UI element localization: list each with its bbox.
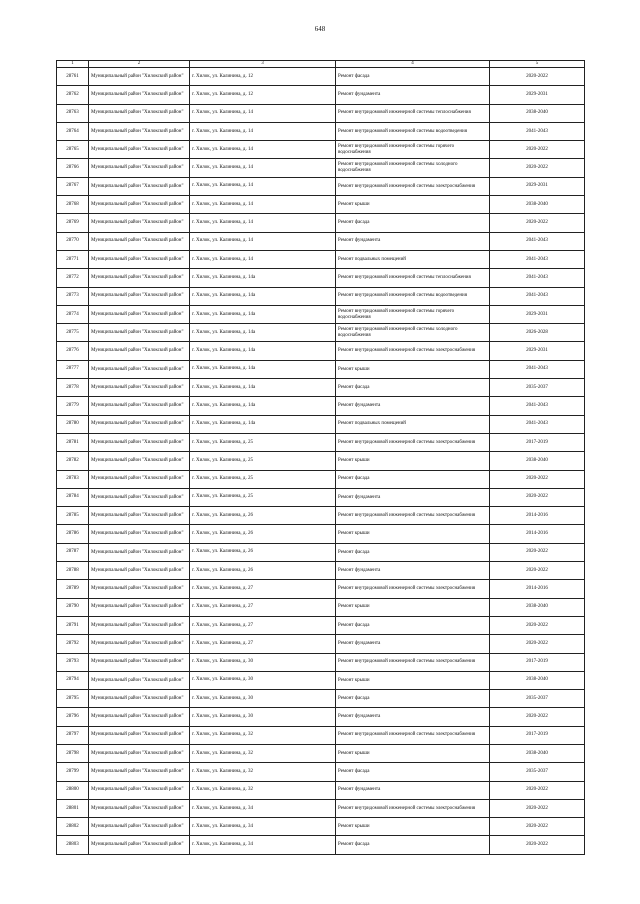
row-number-cell: 28793 xyxy=(57,653,89,671)
table-row xyxy=(57,744,585,762)
work-type-cell: Ремонт фасада xyxy=(336,690,490,708)
district-cell: Муниципальный район "Хилокский район" xyxy=(89,324,190,342)
work-type-cell: Ремонт крыши xyxy=(336,360,490,378)
district-cell: Муниципальный район "Хилокский район" xyxy=(89,159,190,177)
row-number-cell: 28774 xyxy=(57,305,89,323)
district-cell: Муниципальный район "Хилокский район" xyxy=(89,726,190,744)
table-row xyxy=(57,690,585,708)
period-cell: 2038-2040 xyxy=(490,744,585,762)
address-cell: г. Хилок, ул. Калинина, д. 12 xyxy=(190,86,336,104)
row-number-cell: 28764 xyxy=(57,122,89,140)
row-number-cell: 28765 xyxy=(57,141,89,159)
address-cell: г. Хилок, ул. Калинина, д. 14 xyxy=(190,232,336,250)
address-cell: г. Хилок, ул. Калинина, д. 34 xyxy=(190,818,336,836)
address-cell: г. Хилок, ул. Калинина, д. 25 xyxy=(190,488,336,506)
work-type-cell: Ремонт фасада xyxy=(336,616,490,634)
header-cell-5: 5 xyxy=(490,61,585,68)
row-number-cell: 28782 xyxy=(57,452,89,470)
district-cell: Муниципальный район "Хилокский район" xyxy=(89,543,190,561)
address-cell: г. Хилок, ул. Калинина, д. 14а xyxy=(190,324,336,342)
table-row xyxy=(57,269,585,287)
row-number-cell: 28786 xyxy=(57,525,89,543)
period-cell: 2029-2031 xyxy=(490,86,585,104)
district-cell: Муниципальный район "Хилокский район" xyxy=(89,379,190,397)
row-number-cell: 28802 xyxy=(57,818,89,836)
address-cell: г. Хилок, ул. Калинина, д. 12 xyxy=(190,68,336,86)
district-cell: Муниципальный район "Хилокский район" xyxy=(89,690,190,708)
header-cell-3: 3 xyxy=(190,61,336,68)
period-cell: 2026-2028 xyxy=(490,324,585,342)
district-cell: Муниципальный район "Хилокский район" xyxy=(89,452,190,470)
row-number-cell: 28780 xyxy=(57,415,89,433)
row-number-cell: 28776 xyxy=(57,342,89,360)
table-row xyxy=(57,360,585,378)
district-cell: Муниципальный район "Хилокский район" xyxy=(89,635,190,653)
table-row xyxy=(57,488,585,506)
work-type-cell: Ремонт крыши xyxy=(336,452,490,470)
address-cell: г. Хилок, ул. Калинина, д. 14 xyxy=(190,141,336,159)
table-row xyxy=(57,671,585,689)
work-type-cell: Ремонт фундамента xyxy=(336,635,490,653)
address-cell: г. Хилок, ул. Калинина, д. 14а xyxy=(190,397,336,415)
table-row xyxy=(57,543,585,561)
table-row xyxy=(57,507,585,525)
row-number-cell: 28797 xyxy=(57,726,89,744)
work-type-cell: Ремонт внутридомовой инженерной системы электроснабжения xyxy=(336,177,490,195)
work-type-cell: Ремонт фасада xyxy=(336,379,490,397)
table-row xyxy=(57,86,585,104)
work-type-cell: Ремонт внутридомовой инженерной системы электроснабжения xyxy=(336,799,490,817)
district-cell: Муниципальный район "Хилокский район" xyxy=(89,598,190,616)
district-cell: Муниципальный район "Хилокский район" xyxy=(89,141,190,159)
table-row xyxy=(57,397,585,415)
row-number-cell: 28785 xyxy=(57,507,89,525)
period-cell: 2020-2022 xyxy=(490,781,585,799)
address-cell: г. Хилок, ул. Калинина, д. 14 xyxy=(190,104,336,122)
work-type-cell: Ремонт внутридомовой инженерной системы электроснабжения xyxy=(336,433,490,451)
table-row xyxy=(57,635,585,653)
period-cell: 2020-2022 xyxy=(490,470,585,488)
address-cell: г. Хилок, ул. Калинина, д. 14 xyxy=(190,214,336,232)
column-number-header xyxy=(57,61,585,68)
district-cell: Муниципальный район "Хилокский район" xyxy=(89,763,190,781)
period-cell: 2029-2031 xyxy=(490,177,585,195)
district-cell: Муниципальный район "Хилокский район" xyxy=(89,122,190,140)
work-type-cell: Ремонт фасада xyxy=(336,470,490,488)
work-type-cell: Ремонт внутридомовой инженерной системы холодного водоснабжения xyxy=(336,159,490,177)
district-cell: Муниципальный район "Хилокский район" xyxy=(89,525,190,543)
row-number-cell: 28761 xyxy=(57,68,89,86)
table-row xyxy=(57,159,585,177)
address-cell: г. Хилок, ул. Калинина, д. 34 xyxy=(190,836,336,854)
address-cell: г. Хилок, ул. Калинина, д. 25 xyxy=(190,452,336,470)
table-row xyxy=(57,104,585,122)
address-cell: г. Хилок, ул. Калинина, д. 34 xyxy=(190,799,336,817)
row-number-cell: 28796 xyxy=(57,708,89,726)
district-cell: Муниципальный район "Хилокский район" xyxy=(89,232,190,250)
period-cell: 2020-2022 xyxy=(490,818,585,836)
work-type-cell: Ремонт внутридомовой инженерной системы горячего водоснабжения xyxy=(336,305,490,323)
table-row xyxy=(57,324,585,342)
period-cell: 2017-2019 xyxy=(490,433,585,451)
period-cell: 2038-2040 xyxy=(490,196,585,214)
district-cell: Муниципальный район "Хилокский район" xyxy=(89,580,190,598)
work-type-cell: Ремонт фасада xyxy=(336,543,490,561)
row-number-cell: 28781 xyxy=(57,433,89,451)
header-cell-2: 2 xyxy=(89,61,190,68)
table-row xyxy=(57,525,585,543)
address-cell: г. Хилок, ул. Калинина, д. 26 xyxy=(190,543,336,561)
address-cell: г. Хилок, ул. Калинина, д. 30 xyxy=(190,708,336,726)
work-type-cell: Ремонт крыши xyxy=(336,744,490,762)
table-row xyxy=(57,214,585,232)
address-cell: г. Хилок, ул. Калинина, д. 14 xyxy=(190,177,336,195)
address-cell: г. Хилок, ул. Калинина, д. 32 xyxy=(190,726,336,744)
district-cell: Муниципальный район "Хилокский район" xyxy=(89,86,190,104)
table-row xyxy=(57,616,585,634)
work-type-cell: Ремонт внутридомовой инженерной системы горячего водоснабжения xyxy=(336,141,490,159)
work-type-cell: Ремонт фундамента xyxy=(336,781,490,799)
district-cell: Муниципальный район "Хилокский район" xyxy=(89,287,190,305)
row-number-cell: 28770 xyxy=(57,232,89,250)
row-number-cell: 28779 xyxy=(57,397,89,415)
period-cell: 2041-2043 xyxy=(490,250,585,268)
district-cell: Муниципальный район "Хилокский район" xyxy=(89,708,190,726)
table-row xyxy=(57,415,585,433)
row-number-cell: 28787 xyxy=(57,543,89,561)
district-cell: Муниципальный район "Хилокский район" xyxy=(89,214,190,232)
table-row xyxy=(57,433,585,451)
table-row xyxy=(57,177,585,195)
address-cell: г. Хилок, ул. Калинина, д. 26 xyxy=(190,507,336,525)
period-cell: 2035-2037 xyxy=(490,763,585,781)
table-row xyxy=(57,836,585,854)
work-type-cell: Ремонт фундамента xyxy=(336,562,490,580)
address-cell: г. Хилок, ул. Калинина, д. 14а xyxy=(190,360,336,378)
work-type-cell: Ремонт внутридомовой инженерной системы водоотведения xyxy=(336,287,490,305)
row-number-cell: 28798 xyxy=(57,744,89,762)
table-body xyxy=(57,61,585,855)
row-number-cell: 28784 xyxy=(57,488,89,506)
period-cell: 2020-2022 xyxy=(490,836,585,854)
work-type-cell: Ремонт фундамента xyxy=(336,232,490,250)
row-number-cell: 28803 xyxy=(57,836,89,854)
work-type-cell: Ремонт внутридомовой инженерной системы электроснабжения xyxy=(336,726,490,744)
address-cell: г. Хилок, ул. Калинина, д. 14а xyxy=(190,287,336,305)
table-row xyxy=(57,141,585,159)
period-cell: 2035-2037 xyxy=(490,690,585,708)
address-cell: г. Хилок, ул. Калинина, д. 25 xyxy=(190,433,336,451)
work-type-cell: Ремонт фасада xyxy=(336,763,490,781)
period-cell: 2041-2043 xyxy=(490,232,585,250)
work-type-cell: Ремонт внутридомовой инженерной системы теплоснабжения xyxy=(336,269,490,287)
address-cell: г. Хилок, ул. Калинина, д. 14а xyxy=(190,342,336,360)
work-type-cell: Ремонт крыши xyxy=(336,598,490,616)
table-row xyxy=(57,763,585,781)
district-cell: Муниципальный район "Хилокский район" xyxy=(89,68,190,86)
table-row xyxy=(57,342,585,360)
period-cell: 2017-2019 xyxy=(490,726,585,744)
address-cell: г. Хилок, ул. Калинина, д. 14а xyxy=(190,415,336,433)
row-number-cell: 28791 xyxy=(57,616,89,634)
row-number-cell: 28766 xyxy=(57,159,89,177)
row-number-cell: 28777 xyxy=(57,360,89,378)
table-row xyxy=(57,287,585,305)
period-cell: 2020-2022 xyxy=(490,635,585,653)
period-cell: 2029-2031 xyxy=(490,342,585,360)
period-cell: 2041-2043 xyxy=(490,397,585,415)
address-cell: г. Хилок, ул. Калинина, д. 14 xyxy=(190,250,336,268)
table-row xyxy=(57,653,585,671)
table-row xyxy=(57,68,585,86)
district-cell: Муниципальный район "Хилокский район" xyxy=(89,177,190,195)
district-cell: Муниципальный район "Хилокский район" xyxy=(89,470,190,488)
work-type-cell: Ремонт фундамента xyxy=(336,488,490,506)
period-cell: 2041-2043 xyxy=(490,122,585,140)
period-cell: 2038-2040 xyxy=(490,104,585,122)
address-cell: г. Хилок, ул. Калинина, д. 32 xyxy=(190,763,336,781)
row-number-cell: 28768 xyxy=(57,196,89,214)
district-cell: Муниципальный район "Хилокский район" xyxy=(89,836,190,854)
header-cell-1: 1 xyxy=(57,61,89,68)
period-cell: 2035-2037 xyxy=(490,379,585,397)
table-row xyxy=(57,562,585,580)
district-cell: Муниципальный район "Хилокский район" xyxy=(89,196,190,214)
table-row xyxy=(57,818,585,836)
row-number-cell: 28795 xyxy=(57,690,89,708)
table-row xyxy=(57,196,585,214)
repair-schedule-table xyxy=(56,60,585,855)
table-row xyxy=(57,232,585,250)
period-cell: 2038-2040 xyxy=(490,671,585,689)
work-type-cell: Ремонт фундамента xyxy=(336,86,490,104)
address-cell: г. Хилок, ул. Калинина, д. 32 xyxy=(190,744,336,762)
address-cell: г. Хилок, ул. Калинина, д. 27 xyxy=(190,598,336,616)
work-type-cell: Ремонт фасада xyxy=(336,836,490,854)
work-type-cell: Ремонт внутридомовой инженерной системы холодного водоснабжения xyxy=(336,324,490,342)
row-number-cell: 28801 xyxy=(57,799,89,817)
row-number-cell: 28775 xyxy=(57,324,89,342)
district-cell: Муниципальный район "Хилокский район" xyxy=(89,781,190,799)
row-number-cell: 28772 xyxy=(57,269,89,287)
district-cell: Муниципальный район "Хилокский район" xyxy=(89,671,190,689)
period-cell: 2014-2016 xyxy=(490,525,585,543)
period-cell: 2020-2022 xyxy=(490,488,585,506)
table-row xyxy=(57,250,585,268)
table-row xyxy=(57,305,585,323)
period-cell: 2020-2022 xyxy=(490,616,585,634)
address-cell: г. Хилок, ул. Калинина, д. 25 xyxy=(190,470,336,488)
work-type-cell: Ремонт внутридомовой инженерной системы электроснабжения xyxy=(336,580,490,598)
period-cell: 2020-2022 xyxy=(490,562,585,580)
period-cell: 2020-2022 xyxy=(490,708,585,726)
district-cell: Муниципальный район "Хилокский район" xyxy=(89,562,190,580)
work-type-cell: Ремонт крыши xyxy=(336,818,490,836)
row-number-cell: 28800 xyxy=(57,781,89,799)
period-cell: 2017-2019 xyxy=(490,653,585,671)
row-number-cell: 28789 xyxy=(57,580,89,598)
period-cell: 2041-2043 xyxy=(490,269,585,287)
work-type-cell: Ремонт крыши xyxy=(336,671,490,689)
row-number-cell: 28794 xyxy=(57,671,89,689)
work-type-cell: Ремонт фундамента xyxy=(336,708,490,726)
work-type-cell: Ремонт фасада xyxy=(336,214,490,232)
period-cell: 2020-2022 xyxy=(490,141,585,159)
district-cell: Муниципальный район "Хилокский район" xyxy=(89,360,190,378)
address-cell: г. Хилок, ул. Калинина, д. 26 xyxy=(190,525,336,543)
period-cell: 2041-2043 xyxy=(490,415,585,433)
address-cell: г. Хилок, ул. Калинина, д. 27 xyxy=(190,580,336,598)
district-cell: Муниципальный район "Хилокский район" xyxy=(89,653,190,671)
work-type-cell: Ремонт крыши xyxy=(336,196,490,214)
period-cell: 2029-2031 xyxy=(490,305,585,323)
work-type-cell: Ремонт подвальных помещений xyxy=(336,250,490,268)
period-cell: 2020-2022 xyxy=(490,68,585,86)
work-type-cell: Ремонт внутридомовой инженерной системы электроснабжения xyxy=(336,507,490,525)
page-number: 648 xyxy=(314,25,326,33)
period-cell: 2038-2040 xyxy=(490,452,585,470)
table-row xyxy=(57,470,585,488)
table-row xyxy=(57,598,585,616)
work-type-cell: Ремонт крыши xyxy=(336,525,490,543)
row-number-cell: 28783 xyxy=(57,470,89,488)
district-cell: Муниципальный район "Хилокский район" xyxy=(89,507,190,525)
period-cell: 2020-2022 xyxy=(490,214,585,232)
table-row xyxy=(57,799,585,817)
district-cell: Муниципальный район "Хилокский район" xyxy=(89,305,190,323)
row-number-cell: 28769 xyxy=(57,214,89,232)
period-cell: 2020-2022 xyxy=(490,799,585,817)
address-cell: г. Хилок, ул. Калинина, д. 14а xyxy=(190,379,336,397)
district-cell: Муниципальный район "Хилокский район" xyxy=(89,818,190,836)
address-cell: г. Хилок, ул. Калинина, д. 27 xyxy=(190,635,336,653)
work-type-cell: Ремонт внутридомовой инженерной системы водоотведения xyxy=(336,122,490,140)
work-type-cell: Ремонт фундамента xyxy=(336,397,490,415)
district-cell: Муниципальный район "Хилокский район" xyxy=(89,488,190,506)
row-number-cell: 28790 xyxy=(57,598,89,616)
district-cell: Муниципальный район "Хилокский район" xyxy=(89,250,190,268)
work-type-cell: Ремонт внутридомовой инженерной системы электроснабжения xyxy=(336,653,490,671)
table-row xyxy=(57,452,585,470)
row-number-cell: 28778 xyxy=(57,379,89,397)
row-number-cell: 28799 xyxy=(57,763,89,781)
district-cell: Муниципальный район "Хилокский район" xyxy=(89,269,190,287)
address-cell: г. Хилок, ул. Калинина, д. 14 xyxy=(190,122,336,140)
work-type-cell: Ремонт внутридомовой инженерной системы теплоснабжения xyxy=(336,104,490,122)
address-cell: г. Хилок, ул. Калинина, д. 32 xyxy=(190,781,336,799)
row-number-cell: 28763 xyxy=(57,104,89,122)
work-type-cell: Ремонт фасада xyxy=(336,68,490,86)
district-cell: Муниципальный район "Хилокский район" xyxy=(89,799,190,817)
row-number-cell: 28767 xyxy=(57,177,89,195)
period-cell: 2020-2022 xyxy=(490,543,585,561)
row-number-cell: 28771 xyxy=(57,250,89,268)
table-row xyxy=(57,122,585,140)
address-cell: г. Хилок, ул. Калинина, д. 30 xyxy=(190,653,336,671)
address-cell: г. Хилок, ул. Калинина, д. 14а xyxy=(190,305,336,323)
address-cell: г. Хилок, ул. Калинина, д. 14а xyxy=(190,269,336,287)
district-cell: Муниципальный район "Хилокский район" xyxy=(89,744,190,762)
address-cell: г. Хилок, ул. Калинина, д. 26 xyxy=(190,562,336,580)
district-cell: Муниципальный район "Хилокский район" xyxy=(89,415,190,433)
work-type-cell: Ремонт подвальных помещений xyxy=(336,415,490,433)
table-row xyxy=(57,580,585,598)
period-cell: 2041-2043 xyxy=(490,287,585,305)
address-cell: г. Хилок, ул. Калинина, д. 27 xyxy=(190,616,336,634)
district-cell: Муниципальный район "Хилокский район" xyxy=(89,433,190,451)
district-cell: Муниципальный район "Хилокский район" xyxy=(89,342,190,360)
table-row xyxy=(57,708,585,726)
header-cell-4: 4 xyxy=(336,61,490,68)
period-cell: 2041-2043 xyxy=(490,360,585,378)
address-cell: г. Хилок, ул. Калинина, д. 14 xyxy=(190,196,336,214)
address-cell: г. Хилок, ул. Калинина, д. 30 xyxy=(190,690,336,708)
row-number-cell: 28788 xyxy=(57,562,89,580)
row-number-cell: 28762 xyxy=(57,86,89,104)
district-cell: Муниципальный район "Хилокский район" xyxy=(89,616,190,634)
period-cell: 2038-2040 xyxy=(490,598,585,616)
address-cell: г. Хилок, ул. Калинина, д. 14 xyxy=(190,159,336,177)
address-cell: г. Хилок, ул. Калинина, д. 30 xyxy=(190,671,336,689)
table-row xyxy=(57,379,585,397)
district-cell: Муниципальный район "Хилокский район" xyxy=(89,397,190,415)
table-row xyxy=(57,781,585,799)
period-cell: 2014-2016 xyxy=(490,507,585,525)
district-cell: Муниципальный район "Хилокский район" xyxy=(89,104,190,122)
period-cell: 2014-2016 xyxy=(490,580,585,598)
period-cell: 2020-2022 xyxy=(490,159,585,177)
row-number-cell: 28792 xyxy=(57,635,89,653)
table-row xyxy=(57,726,585,744)
row-number-cell: 28773 xyxy=(57,287,89,305)
work-type-cell: Ремонт внутридомовой инженерной системы электроснабжения xyxy=(336,342,490,360)
